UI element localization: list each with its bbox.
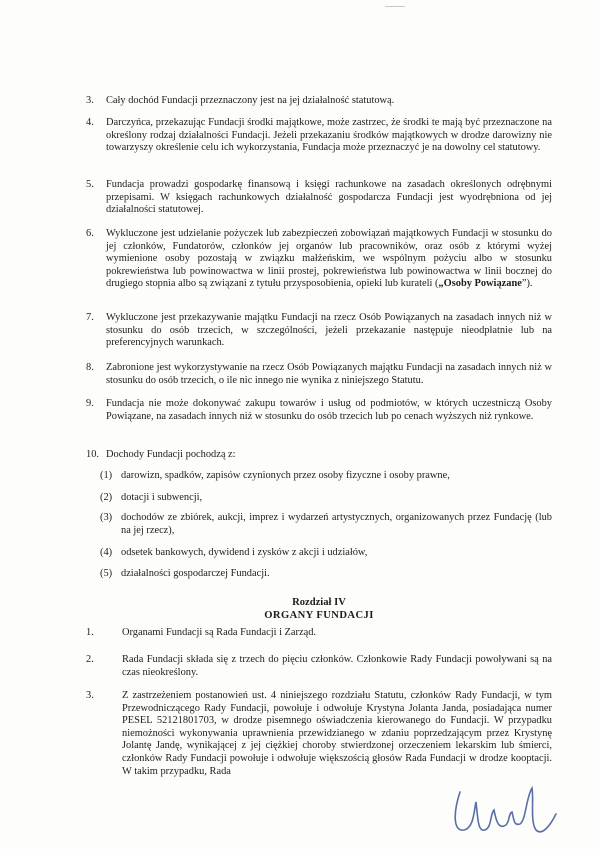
section-number: 2. (86, 654, 94, 665)
paragraph-8 (86, 362, 552, 387)
paragraph-5 (86, 179, 552, 217)
income-source-5 (100, 568, 552, 581)
section-number: 1. (86, 627, 94, 638)
list-text: dotacji i subwencji, (121, 492, 203, 503)
scan-mark (385, 6, 405, 7)
paragraph-text: Zabronione jest wykorzystywanie na rzecz Osób Powiązanych majątku Fundacji na zasadach innych niż w stosunku do osób trzecich, o ile nic innego nie wynika z niniejszego Statutu. (106, 362, 552, 386)
list-text: działalności gospodarczej Fundacji. (121, 568, 270, 579)
paragraph-text-main: Wykluczone jest udzielanie pożyczek lub zabezpieczeń zobowiązań majątkowych Fundacji w stosunku do jej członków, Fundatorów, członków jej organów lub pracowników, oraz osób z którymi wyżej wymienione osoby pozostają w związku małżeńskim, we wspólnym pożyciu albo w stosunku pokrewieństwa lub powinowactwa w linii prostej, pokrewieństwa lub powinowactwa w linii bocznej do drugiego stopnia albo są związani z tytułu przysposobienia, opieki lub kurateli ( (106, 228, 552, 290)
paragraph-text: Dochody Fundacji pochodzą z: (106, 449, 236, 460)
paragraph-7 (86, 312, 552, 350)
paragraph-text: Fundacja prowadzi gospodarkę finansową i księgi rachunkowe na zasadach określonych odrębnymi przepisami. W księgach rachunkowych działalność gospodarcza Fundacji jest wyodrębniona od jej działalności statutowej. (106, 179, 552, 216)
paragraph-number: 6. (86, 228, 94, 239)
paragraph-number: 10. (86, 449, 99, 460)
handwritten-signature (452, 780, 567, 840)
list-marker: (1) (100, 470, 113, 481)
paragraph-6 (86, 228, 552, 291)
chapter-subtitle: ORGANY FUNDACJI (264, 609, 374, 621)
paragraph-9 (86, 398, 552, 423)
list-text: dochodów ze zbiórek, aukcji, imprez i wydarzeń artystycznych, organizowanych przez Fundację (lub na jej rzecz), (121, 512, 552, 536)
defined-term: „Osoby Powiązane (438, 278, 522, 290)
income-source-4 (100, 547, 552, 560)
paragraph-text: Cały dochód Fundacji przeznaczony jest na jej działalność statutową. (106, 95, 395, 106)
paragraph-number: 8. (86, 362, 94, 373)
paragraph-number: 7. (86, 312, 94, 323)
income-source-2 (100, 492, 552, 505)
list-marker: (5) (100, 568, 113, 579)
section-1 (86, 627, 552, 640)
paragraph-number: 5. (86, 179, 94, 190)
list-marker: (4) (100, 547, 113, 558)
paragraph-text: Wykluczone jest przekazywanie majątku Fundacji na rzecz Osób Powiązanych na zasadach innych niż w stosunku do osób trzecich, w szczególności, jeżeli przekazanie następuje nieodpłatnie lub na preferencyjnych warunkach. (106, 312, 552, 349)
section-text: Rada Fundacji składa się z trzech do pięciu członków. Członkowie Rady Fundacji powoływani są na czas nieokreślony. (122, 654, 552, 678)
list-marker: (2) (100, 492, 113, 503)
paragraph-text: Fundacja nie może dokonywać zakupu towarów i usług od podmiotów, w których uczestniczą Osoby Powiązane, na zasadach innych niż w stosunku do osób trzecich lub po cenach wyższych niż rynkowe. (106, 398, 552, 422)
section-text: Organami Fundacji są Rada Fundacji i Zarząd. (122, 627, 316, 638)
chapter-heading (86, 597, 552, 622)
section-number: 3. (86, 690, 94, 701)
paragraph-text: Darczyńca, przekazując Fundacji środki majątkowe, może zastrzec, że środki te mają być przeznaczone na określony rodzaj działalności Fundacji. Jeżeli przekazaniu środków majątkowych w drodze darowizny nie towarzyszy określenie celu ich wykorzystania, Fundacja może przeznaczyć je na dowolny cel statutowy. (106, 117, 552, 154)
list-text: odsetek bankowych, dywidend i zysków z akcji i udziałów, (121, 547, 368, 558)
income-source-3 (100, 512, 552, 537)
income-source-1 (100, 470, 552, 483)
chapter-title: Rozdział IV (292, 597, 346, 608)
paragraph-10 (86, 449, 552, 462)
paragraph-number: 9. (86, 398, 94, 409)
list-marker: (3) (100, 512, 113, 523)
paragraph-number: 4. (86, 117, 94, 128)
section-2 (86, 654, 552, 679)
paragraph-3 (86, 95, 552, 108)
section-3 (86, 690, 552, 778)
paragraph-number: 3. (86, 95, 94, 106)
list-text: darowizn, spadków, zapisów czynionych przez osoby fizyczne i osoby prawne, (121, 470, 450, 481)
paragraph-text (106, 228, 552, 291)
signature-stroke (455, 788, 556, 832)
paragraph-4 (86, 117, 552, 155)
paragraph-text-tail: ”). (521, 278, 533, 290)
section-text: Z zastrzeżeniem postanowień ust. 4 niniejszego rozdziału Statutu, członków Rady Fundacji, w tym Przewodniczącego Rady Fundacji, powołuje i odwołuje Krystyna Jolanta Janda, posiadająca numer PESEL 52121801703, w drodze pisemnego oświadczenia kierowanego do Fundacji. W przypadku niemożności wykonywania uprawnienia przewidzianego w zdaniu poprzedzającym przez Krystynę Jolantę Jandę, wynikającej z jej ciężkiej choroby stwierdzonej orzeczeniem lekarskim lub śmierci, członków Rady Fundacji powołuje i odwołuje większością głosów Rada Fundacji w drodze kooptacji. W takim przypadku, Rada (122, 690, 552, 777)
